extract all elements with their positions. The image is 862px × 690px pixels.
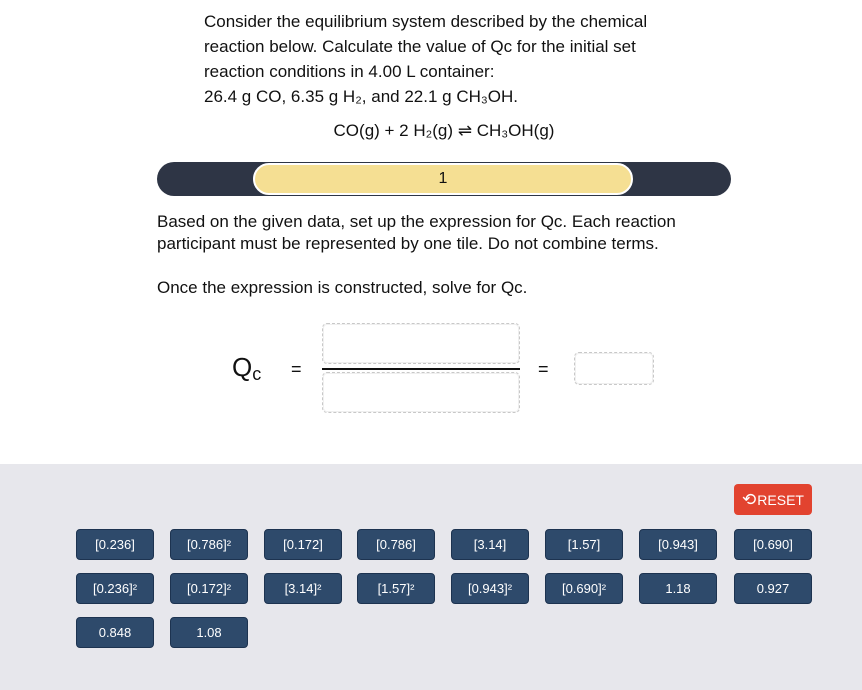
problem-line: 26.4 g CO, 6.35 g H₂, and 22.1 g CH₃OH. [204,87,519,106]
problem-line: reaction below. Calculate the value of Qc for the initial set [204,37,636,56]
equals-sign: = [538,359,549,379]
numerator-dropzone[interactable] [322,323,520,364]
tile[interactable]: [0.172] [264,529,342,560]
tile[interactable]: [0.943]² [451,573,529,604]
tile[interactable]: [3.14] [451,529,529,560]
problem-line: Consider the equilibrium system described by the chemical [204,12,648,31]
qc-symbol [232,352,261,385]
tile[interactable]: [0.172]² [170,573,248,604]
reset-icon: ⟲ [742,490,757,509]
problem-statement [204,9,724,109]
tile[interactable]: [1.57]² [357,573,435,604]
fraction-bar [322,368,520,370]
step-progress-bar [157,162,731,196]
instruction-text: Based on the given data, set up the expression for Qc. Each reaction participant must be represented by one tile. Do not combine terms. [157,212,676,253]
tile[interactable]: [0.786]² [170,529,248,560]
tile[interactable]: 1.18 [639,573,717,604]
reset-label: RESET [757,491,804,508]
step-indicator [253,163,633,195]
reset-button[interactable] [734,484,812,515]
equals-sign: = [291,359,302,379]
tile[interactable]: [0.943] [639,529,717,560]
instructions [157,211,757,299]
tile[interactable]: [3.14]² [264,573,342,604]
qc-letter: Q [232,352,253,382]
answer-dropzone[interactable] [574,352,654,385]
step-number: 1 [438,170,448,187]
chemical-equation: CO(g) + 2 H₂(g) ⇌ CH₃OH(g) [333,121,555,140]
tile[interactable]: 0.848 [76,617,154,648]
tile[interactable]: 1.08 [170,617,248,648]
tile[interactable]: [1.57] [545,529,623,560]
qc-subscript: c [252,364,262,384]
tile[interactable]: [0.786] [357,529,435,560]
tile[interactable]: [0.690] [734,529,812,560]
instruction-text: Once the expression is constructed, solve for Qc. [157,278,528,297]
tile[interactable]: [0.236]² [76,573,154,604]
tile[interactable]: [0.690]² [545,573,623,604]
tile[interactable]: [0.236] [76,529,154,560]
problem-line: reaction conditions in 4.00 L container: [204,62,495,81]
denominator-dropzone[interactable] [322,372,520,413]
tile[interactable]: 0.927 [734,573,812,604]
